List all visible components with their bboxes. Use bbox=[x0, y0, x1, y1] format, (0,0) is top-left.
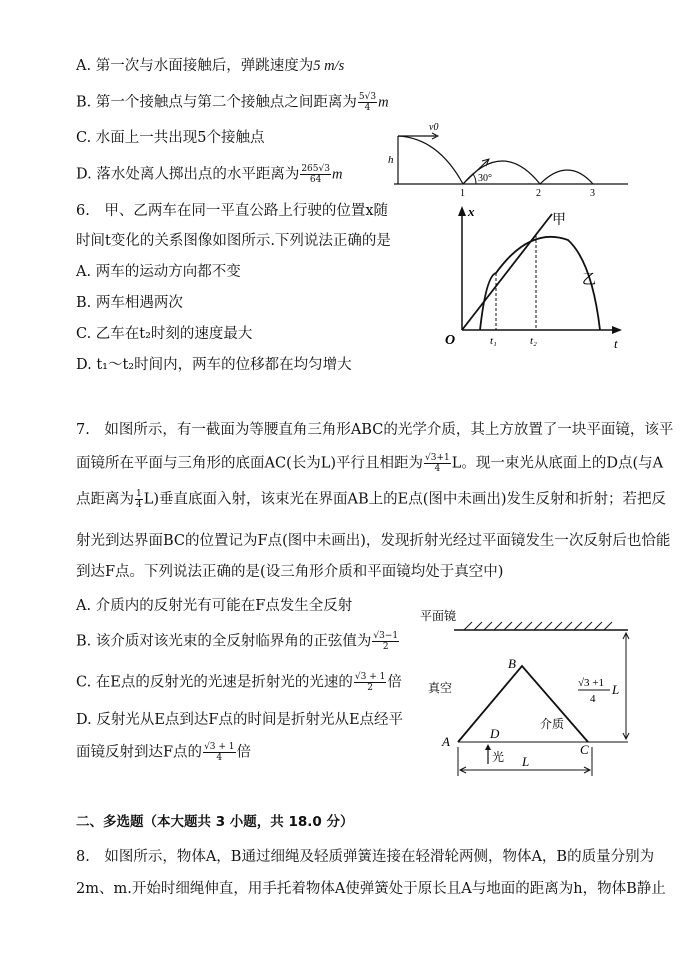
h-label: h bbox=[388, 154, 394, 166]
vacuum-label: 真空 bbox=[428, 681, 453, 695]
q6-option-a: A. 两车的运动方向都不变 bbox=[76, 264, 241, 280]
triangle-abc bbox=[458, 666, 588, 742]
origin-label: O bbox=[445, 333, 456, 348]
q8-stem-line1: 8. 如图所示，物体A，B通过细绳及轻质弹簧连接在轻滑轮两侧，物体A，B的质量分别为 bbox=[76, 849, 655, 865]
q7-option-b: B. 该介质对该光束的全反射临界角的正弦值为 $\frac{√3-1}{2}$ bbox=[76, 631, 399, 652]
q7-option-c: C. 在E点的反射光的光速是折射光的光速的 $\frac{√3 + 1}{2}$ 倍 bbox=[76, 672, 402, 693]
x-axis-label: x bbox=[468, 204, 475, 219]
q6-xt-graph bbox=[440, 198, 630, 351]
svg-text:光: 光 bbox=[492, 750, 505, 764]
section-title: 二、多选题（本大题共 3 小题，共 18.0 分） bbox=[76, 814, 354, 830]
q6-stem-line2: 时间t变化的关系图像如图所示.下列说法正确的是 bbox=[76, 233, 391, 249]
q5-option-c: C. 水面上一共出现5个接触点 bbox=[76, 130, 265, 146]
angle-label: 30° bbox=[478, 173, 492, 184]
yi-label: 乙 bbox=[582, 273, 596, 288]
svg-text:C: C bbox=[580, 742, 589, 757]
q7-option-d-line2: 面镜反射到达F点的 $\frac{√3 + 1}{4}$ 倍 bbox=[76, 742, 252, 763]
medium-label: 介质 bbox=[540, 717, 565, 731]
q7-stem-line4: 射光到达界面BC的位置记为F点(图中未画出)，发现折射光经过平面镜发生一次反射后也恰能 bbox=[76, 533, 671, 549]
svg-text:t₁: t₁ bbox=[490, 335, 497, 347]
q7-prism-figure bbox=[418, 606, 633, 778]
svg-text:L: L bbox=[612, 682, 620, 697]
jia-label: 甲 bbox=[552, 213, 566, 228]
t-axis-label: t bbox=[614, 336, 618, 351]
v0-label: v0 bbox=[429, 122, 439, 133]
svg-text:1: 1 bbox=[460, 188, 465, 199]
q7-stem-line3: 点距离为 $\frac{1}{4}$ L)垂直底面入射，该束光在界面AB上的E点(图中未画出)发生反射和折射；若把反 bbox=[76, 489, 667, 510]
q5-bounce-figure bbox=[388, 118, 633, 199]
svg-text:√3 +1: √3 +1 bbox=[578, 677, 604, 689]
fraction: $\frac{265√3}{64}$ bbox=[301, 164, 330, 185]
fraction: $\frac{5√3}{4}$ bbox=[358, 92, 377, 113]
svg-text:3: 3 bbox=[590, 188, 595, 199]
svg-text:t₂: t₂ bbox=[530, 335, 537, 347]
q7-option-a: A. 介质内的反射光有可能在F点发生全反射 bbox=[76, 598, 353, 614]
jia-line bbox=[462, 214, 552, 330]
q7-stem-line1: 7. 如图所示，有一截面为等腰直角三角形ABC的光学介质，其上方放置了一块平面镜，该平 bbox=[76, 422, 674, 438]
svg-text:2: 2 bbox=[536, 188, 541, 199]
q6-option-c: C. 乙车在t₂时刻的速度最大 bbox=[76, 326, 253, 342]
q7-stem-line2: 面镜所在平面与三角形的底面AC(长为L)平行且相距为 $\frac{√3+1}{4}$ L。现一束光从底面上的D点(与A bbox=[76, 453, 664, 474]
q5-option-d: D. 落水处离人掷出点的水平距离为 $\frac{265√3}{64}$ m bbox=[76, 164, 343, 185]
svg-text:A: A bbox=[442, 734, 450, 749]
q6-option-b: B. 两车相遇两次 bbox=[76, 295, 183, 311]
mirror-label: 平面镜 bbox=[420, 609, 457, 623]
svg-text:4: 4 bbox=[590, 693, 596, 705]
svg-text:D: D bbox=[490, 726, 500, 741]
q7-option-d-line1: D. 反射光从E点到达F点的时间是折射光从E点经平 bbox=[76, 712, 404, 728]
base-length-label: L bbox=[522, 754, 530, 769]
q6-option-d: D. t₁～t₂时间内，两车的位移都在均匀增大 bbox=[76, 357, 352, 373]
q5-option-a: A. 第一次与水面接触后，弹跳速度为5 m/s bbox=[76, 58, 345, 74]
svg-text:B: B bbox=[508, 656, 516, 671]
q6-stem-line1: 6. 甲、乙两车在同一平直公路上行驶的位置x随 bbox=[76, 203, 389, 219]
q5-option-b: B. 第一个接触点与第二个接触点之间距离为 $\frac{5√3}{4}$ m bbox=[76, 92, 389, 113]
q7-stem-line5: 到达F点。下列说法正确的是(设三角形介质和平面镜均处于真空中) bbox=[76, 564, 504, 580]
q8-stem-line2: 2m、m.开始时细绳伸直，用手托着物体A使弹簧处于原长且A与地面的距离为h，物体B静止 bbox=[76, 881, 666, 897]
